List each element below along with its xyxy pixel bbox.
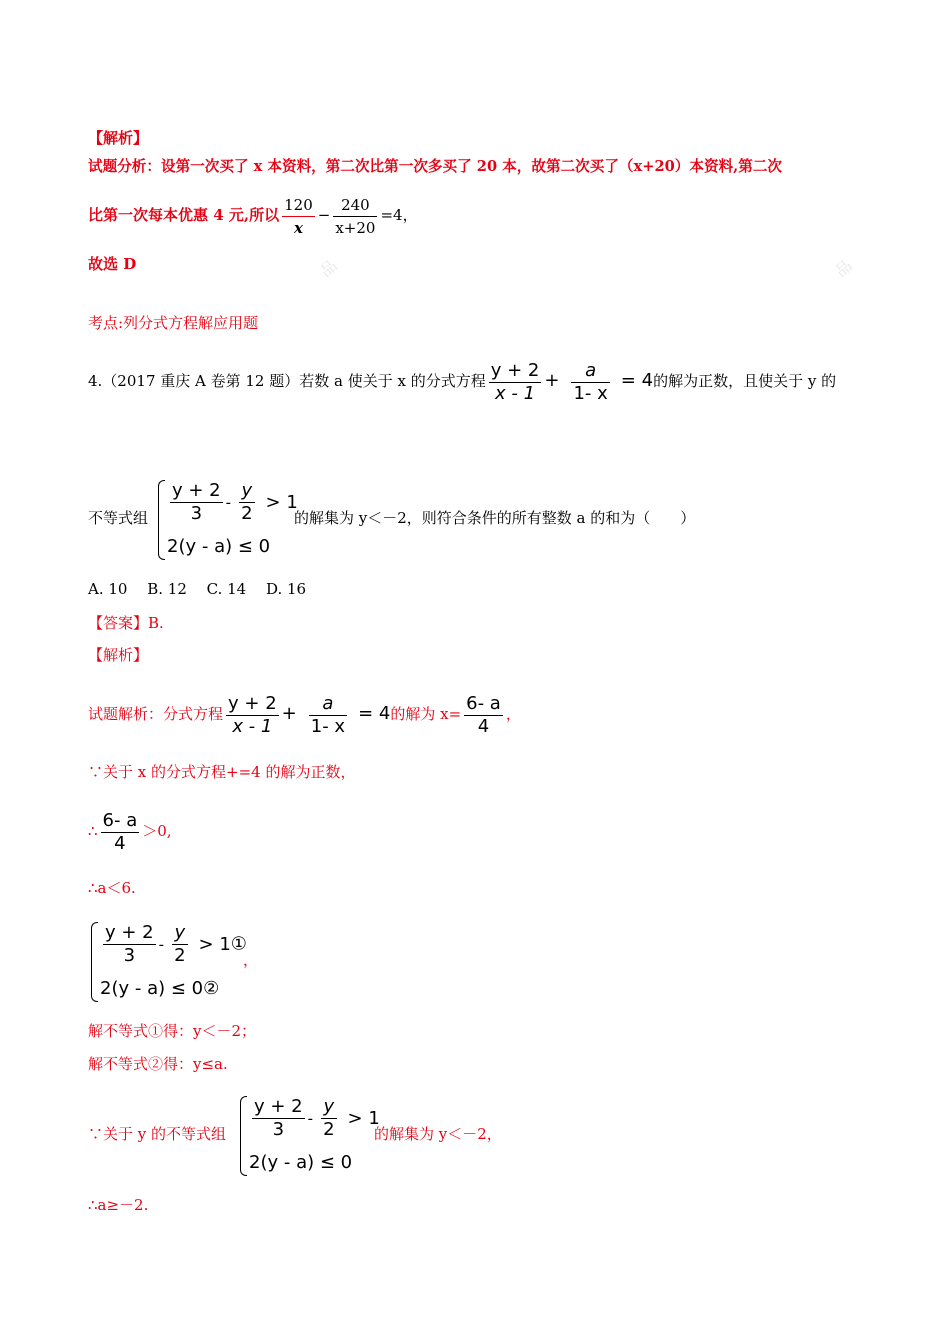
step1-mid: 的解为 x= — [390, 705, 462, 723]
solution-step-5: 解不等式①得：y＜－2； — [88, 1022, 257, 1040]
answer-line: 【答案】B. — [88, 614, 164, 632]
fraction-denominator: x — [282, 216, 315, 239]
fraction-denominator: 1- x — [310, 715, 346, 737]
analysis-line-1: 试题分析：设第一次买了 x 本资料，第二次比第一次多买了 20 本，故第二次买了（x+20）本资料,第二次 — [88, 158, 782, 175]
fraction-numerator: y + 2 — [172, 480, 221, 501]
question-prefix: 4.（2017 重庆 A 卷第 12 题）若数 a 使关于 x 的分式方程 — [88, 372, 486, 390]
equation-rhs: = 4 — [358, 703, 391, 724]
solution-step-2: ∵关于 x 的分式方程+=4 的解为正数， — [88, 763, 356, 781]
solution-step-1 — [88, 691, 521, 738]
solution-step-6: 解不等式②得：y≤a. — [88, 1055, 228, 1073]
fraction-y-over-2 — [239, 480, 254, 525]
jiexi-heading: 【解析】 — [88, 129, 149, 147]
system-row-1 — [167, 480, 298, 525]
fraction-120-over-x — [282, 194, 315, 239]
minus-sign: - — [307, 1109, 314, 1128]
system-row-2: 2(y - a) ≤ 0 — [167, 536, 271, 557]
fraction-denominator: 2 — [323, 1119, 335, 1140]
minus-sign: - — [158, 935, 165, 954]
circled-one-mark: ① — [230, 933, 247, 955]
inequality-system-suffix: 的解集为 y＜－2，则符合条件的所有整数 a 的和为（ ） — [294, 509, 696, 527]
left-brace — [158, 480, 165, 560]
fraction-y-over-2 — [321, 1096, 336, 1141]
options-line: A. 10 B. 12 C. 14 D. 16 — [88, 580, 307, 598]
fraction-denominator: 3 — [103, 944, 156, 967]
watermark: 品 — [831, 255, 856, 281]
fraction-6a-over-4 — [101, 810, 140, 855]
fraction-denominator: 1- x — [573, 382, 608, 404]
fraction-6a-over-4 — [464, 693, 503, 738]
solution-step-7-prefix: ∵关于 y 的不等式组 — [88, 1125, 227, 1143]
minus-sign: − — [317, 206, 331, 224]
circled-two-mark: ② — [203, 978, 220, 999]
equals-four: =4， — [380, 206, 418, 224]
analysis-line-2 — [88, 192, 418, 239]
system-row-2-text: 2(y - a) ≤ 0 — [100, 978, 204, 999]
fraction-denominator: 3 — [170, 502, 223, 525]
plus-sign: + — [544, 370, 560, 391]
fraction-denominator: x+20 — [333, 216, 377, 239]
fraction-denominator: 3 — [252, 1118, 305, 1141]
therefore-symbol: ∴ — [88, 822, 98, 840]
fraction-denominator: 4 — [101, 832, 140, 855]
step1-prefix: 试题解析：分式方程 — [88, 705, 224, 723]
fraction-a-over-1x — [309, 693, 347, 738]
solution-step-3 — [88, 808, 172, 855]
fraction-numerator: 6- a — [102, 809, 138, 831]
step1-suffix: ， — [505, 705, 521, 723]
kaodian-line: 考点:列分式方程解应用题 — [88, 314, 259, 332]
system-row-2 — [100, 978, 219, 999]
left-brace — [240, 1096, 247, 1176]
minus-sign: - — [225, 493, 232, 512]
inequality-system — [158, 480, 298, 560]
fraction-a-over-1x — [571, 360, 609, 405]
inequality-system-step7 — [240, 1096, 380, 1176]
watermark: 品 — [316, 255, 341, 281]
choice-line: 故选 D — [88, 255, 137, 273]
fraction-denominator: 2 — [174, 945, 186, 966]
solution-step-4: ∴a＜6. — [88, 879, 136, 897]
fraction-numerator: 240 — [341, 195, 370, 214]
question-4-line-1 — [88, 358, 836, 405]
solution-step-7-suffix: 的解集为 y＜－2， — [374, 1125, 502, 1143]
inequality-system-marked — [91, 922, 247, 1002]
step3-suffix: ＞0, — [142, 822, 172, 840]
fraction-numerator: 120 — [284, 195, 313, 214]
system-row-1 — [100, 922, 247, 967]
fraction-denominator: x - 1 — [489, 382, 542, 405]
question-suffix: 的解为正数，且使关于 y 的 — [653, 372, 837, 390]
fraction-y2-over-3 — [103, 922, 156, 967]
fraction-numerator: y + 2 — [490, 359, 540, 381]
analysis-line-2-prefix: 比第一次每本优惠 4 元,所以 — [88, 206, 280, 224]
system-trailing-comma: ， — [243, 951, 259, 969]
fraction-y2-over-3 — [170, 480, 223, 525]
fraction-numerator: y + 2 — [105, 922, 154, 943]
fraction-y2-over-x1 — [489, 360, 542, 405]
fraction-numerator: 6- a — [466, 692, 501, 714]
fraction-denominator: x - 1 — [226, 715, 279, 738]
fraction-denominator: 2 — [241, 503, 253, 524]
left-brace — [91, 922, 98, 1002]
fraction-numerator: y + 2 — [254, 1096, 303, 1117]
fraction-240-over-x20 — [333, 194, 377, 239]
fraction-numerator: y — [174, 922, 186, 943]
fraction-y-over-2 — [172, 922, 187, 967]
answer-jiexi-heading: 【解析】 — [88, 646, 149, 664]
fraction-numerator: y — [241, 480, 253, 501]
inequality-system-prefix: 不等式组 — [88, 509, 149, 527]
fraction-numerator: y + 2 — [228, 692, 277, 714]
solution-step-8: ∴a≥－2. — [88, 1196, 149, 1214]
system-row-2: 2(y - a) ≤ 0 — [249, 1152, 353, 1173]
fraction-numerator: a — [322, 692, 334, 714]
inequality-rhs: > 1 — [265, 491, 298, 513]
fraction-denominator: 4 — [464, 715, 503, 738]
inequality-rhs: > 1 — [198, 933, 231, 955]
fraction-y2-over-3 — [252, 1096, 305, 1141]
fraction-numerator: a — [585, 359, 597, 381]
fraction-numerator: y — [323, 1096, 335, 1117]
system-row-1 — [249, 1096, 380, 1141]
plus-sign: + — [281, 703, 297, 724]
equation-rhs: = 4 — [620, 370, 654, 391]
inequality-rhs: > 1 — [347, 1107, 380, 1129]
fraction-y2-over-x1 — [226, 693, 279, 738]
